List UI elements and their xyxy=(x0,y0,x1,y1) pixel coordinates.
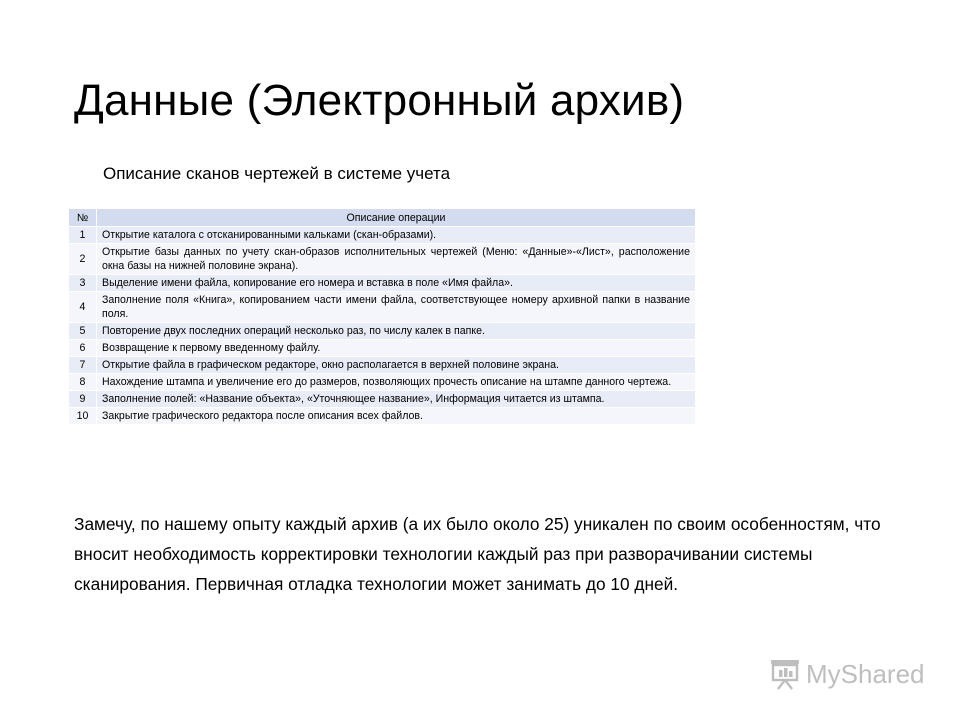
row-description: Открытие файла в графическом редакторе, окно располагается в верхней половине экрана. xyxy=(97,357,696,374)
row-number: 7 xyxy=(69,357,97,374)
row-number: 4 xyxy=(69,292,97,323)
row-number: 6 xyxy=(69,340,97,357)
slide-note: Замечу, по нашему опыту каждый архив (а их было около 25) уникален по своим особенностям, что вносит необходимость корректировки технологии каждый раз при разворачивании системы сканирования. Первичная отладка технологии может занимать до 10 дней. xyxy=(74,514,881,594)
table-row xyxy=(69,374,696,391)
table-row xyxy=(69,357,696,374)
column-header-number: № xyxy=(69,209,97,227)
slide-title: Данные (Электронный архив) xyxy=(74,76,685,125)
row-description: Выделение имени файла, копирование его номера и вставка в поле «Имя файла». xyxy=(97,275,696,292)
table-row xyxy=(69,292,696,323)
table-header-row xyxy=(69,209,696,227)
row-number: 1 xyxy=(69,227,97,244)
row-number: 3 xyxy=(69,275,97,292)
watermark xyxy=(768,656,925,692)
slide-subtitle: Описание сканов чертежей в системе учета xyxy=(103,164,451,183)
row-number: 10 xyxy=(69,408,97,425)
row-description: Возвращение к первому введенному файлу. xyxy=(97,340,696,357)
table-row xyxy=(69,391,696,408)
table-row xyxy=(69,244,696,275)
row-number: 9 xyxy=(69,391,97,408)
table-row xyxy=(69,408,696,425)
row-description: Закрытие графического редактора после описания всех файлов. xyxy=(97,408,696,425)
row-description: Нахождение штампа и увеличение его до размеров, позволяющих прочесть описание на штампе данного чертежа. xyxy=(97,374,696,391)
row-number: 5 xyxy=(69,323,97,340)
row-description: Заполнение поля «Книга», копированием части имени файла, соответствующее номеру архивной папки в название поля. xyxy=(97,292,696,323)
column-header-description: Описание операции xyxy=(97,209,696,227)
row-number: 2 xyxy=(69,244,97,275)
row-description: Заполнение полей: «Название объекта», «Уточняющее название», Информация читается из штампа. xyxy=(97,391,696,408)
table-row xyxy=(69,340,696,357)
operations-table xyxy=(68,208,696,425)
table-row xyxy=(69,275,696,292)
row-description: Повторение двух последних операций несколько раз, по числу калек в папке. xyxy=(97,323,696,340)
watermark-text: MyShared xyxy=(806,658,925,689)
row-description: Открытие базы данных по учету скан-образов исполнительных чертежей (Меню: «Данные»-«Лист», расположение окна базы на нижней половине экрана). xyxy=(97,244,696,275)
table-row xyxy=(69,227,696,244)
table-row xyxy=(69,323,696,340)
row-description: Открытие каталога с отсканированными кальками (скан-образами). xyxy=(97,227,696,244)
row-number: 8 xyxy=(69,374,97,391)
projector-screen-icon xyxy=(768,657,802,691)
